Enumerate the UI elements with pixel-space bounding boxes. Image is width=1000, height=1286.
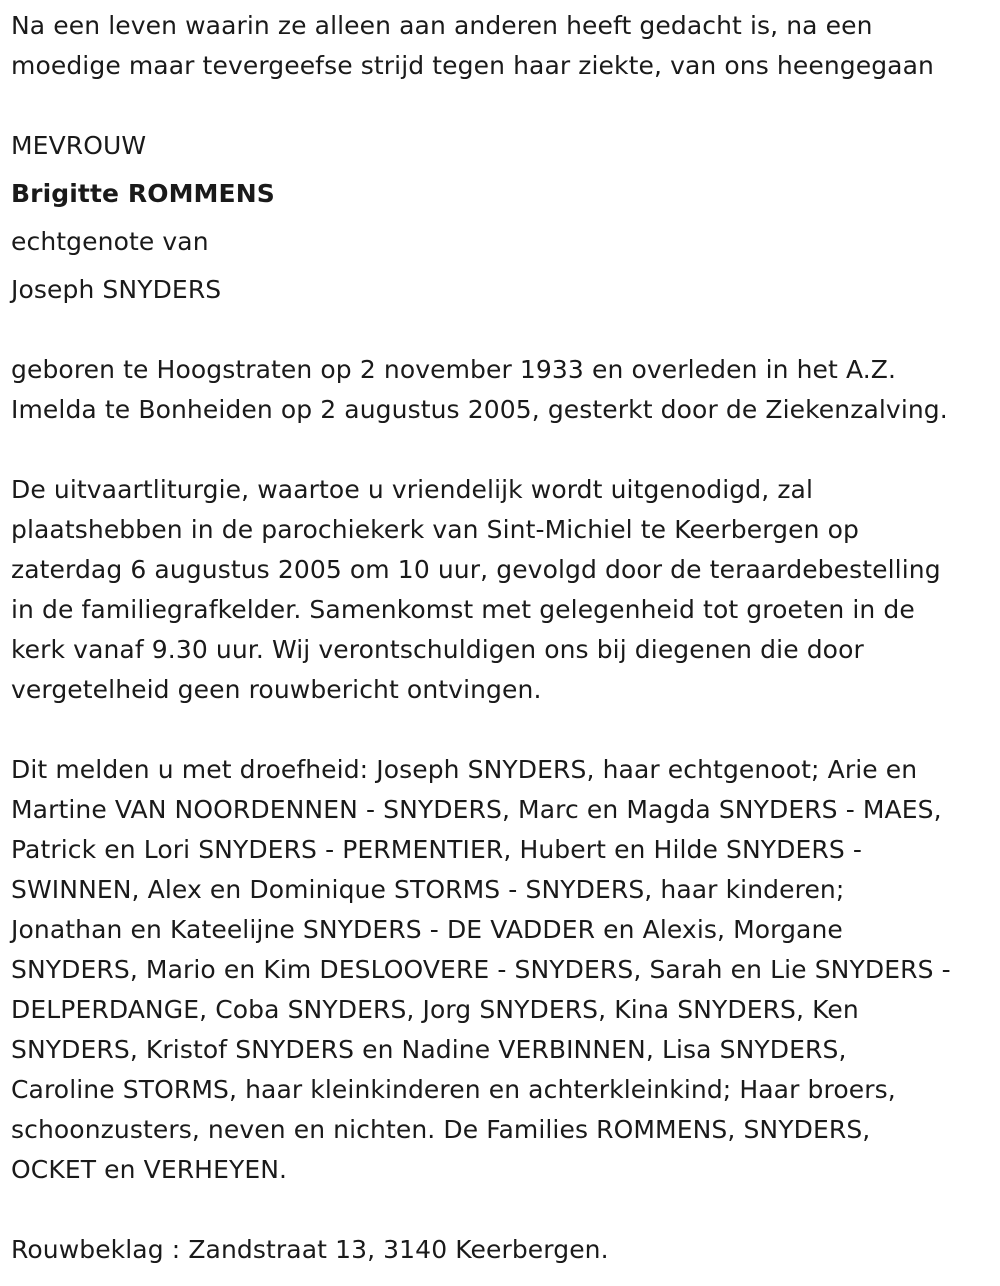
family-line: SNYDERS, Mario en Kim DESLOOVERE - SNYDERS, Sarah en Lie SNYDERS - — [11, 955, 951, 984]
intro-paragraph — [11, 6, 934, 86]
condolence-address: Rouwbeklag : Zandstraat 13, 3140 Keerbergen. — [11, 1235, 609, 1264]
family-line: schoonzusters, neven en nichten. De Families ROMMENS, SNYDERS, — [11, 1115, 871, 1144]
funeral-line: plaatshebben in de parochiekerk van Sint-Michiel te Keerbergen op — [11, 515, 859, 544]
family-line: Jonathan en Kateelijne SNYDERS - DE VADDER en Alexis, Morgane — [11, 915, 843, 944]
family-line: Dit melden u met droefheid: Joseph SNYDERS, haar echtgenoot; Arie en — [11, 755, 918, 784]
birth-line: geboren te Hoogstraten op 2 november 1933 en overleden in het A.Z. — [11, 355, 897, 384]
family-line: OCKET en VERHEYEN. — [11, 1155, 288, 1184]
birth-line: Imelda te Bonheiden op 2 augustus 2005, gesterkt door de Ziekenzalving. — [11, 395, 948, 424]
birth-death-paragraph — [11, 350, 948, 430]
funeral-line: De uitvaartliturgie, waartoe u vriendelijk wordt uitgenodigd, zal — [11, 475, 814, 504]
family-line: SNYDERS, Kristof SNYDERS en Nadine VERBINNEN, Lisa SNYDERS, — [11, 1035, 847, 1064]
spouse-label: echtgenote van — [11, 227, 209, 256]
intro-line: Na een leven waarin ze alleen aan anderen heeft gedacht is, na een — [11, 11, 873, 40]
funeral-line: vergetelheid geen rouwbericht ontvingen. — [11, 675, 542, 704]
deceased-name: Brigitte ROMMENS — [11, 179, 275, 208]
family-paragraph — [11, 750, 951, 1190]
spouse-name: Joseph SNYDERS — [11, 275, 222, 304]
family-line: Martine VAN NOORDENNEN - SNYDERS, Marc en Magda SNYDERS - MAES, — [11, 795, 942, 824]
family-line: Patrick en Lori SNYDERS - PERMENTIER, Hubert en Hilde SNYDERS - — [11, 835, 863, 864]
family-line: Caroline STORMS, haar kleinkinderen en achterkleinkind; Haar broers, — [11, 1075, 896, 1104]
deceased-title: MEVROUW — [11, 131, 147, 160]
funeral-paragraph — [11, 470, 941, 710]
funeral-line: kerk vanaf 9.30 uur. Wij verontschuldigen ons bij diegenen die door — [11, 635, 864, 664]
family-line: DELPERDANGE, Coba SNYDERS, Jorg SNYDERS, Kina SNYDERS, Ken — [11, 995, 859, 1024]
family-line: SWINNEN, Alex en Dominique STORMS - SNYDERS, haar kinderen; — [11, 875, 845, 904]
funeral-line: zaterdag 6 augustus 2005 om 10 uur, gevolgd door de teraardebestelling — [11, 555, 941, 584]
funeral-line: in de familiegrafkelder. Samenkomst met gelegenheid tot groeten in de — [11, 595, 915, 624]
intro-line: moedige maar tevergeefse strijd tegen haar ziekte, van ons heengegaan — [11, 51, 934, 80]
